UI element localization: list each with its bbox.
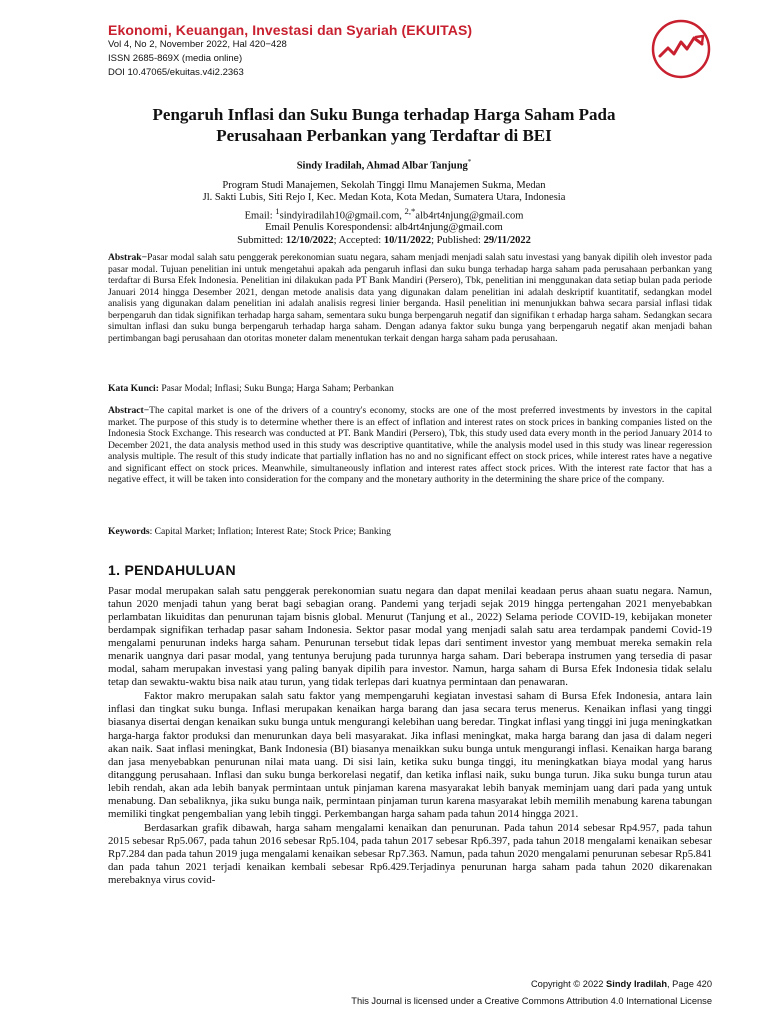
email-link[interactable]: alb4rt4njung@gmail.com xyxy=(415,210,524,222)
abstract-label: Abstract− xyxy=(108,405,150,416)
section-heading: 1. PENDAHULUAN xyxy=(108,562,236,578)
keywords xyxy=(108,526,712,538)
title-line: Perusahaan Perbankan yang Terdaftar di BEI xyxy=(216,126,552,145)
kata-kunci xyxy=(108,383,712,395)
footer-license[interactable]: This Journal is licensed under a Creative Commons Attribution 4.0 International License xyxy=(351,996,712,1006)
submission-dates: Submitted: 12/10/2022; Accepted: 10/11/2022; Published: 29/11/2022 xyxy=(237,234,531,246)
affiliation-block xyxy=(80,180,688,247)
paper-authors xyxy=(80,158,688,172)
journal-header xyxy=(108,22,668,80)
corresponding-marker: * xyxy=(467,158,472,166)
abstrak-indonesian xyxy=(108,252,712,344)
title-line: Pengaruh Inflasi dan Suku Bunga terhadap Harga Saham Pada xyxy=(152,105,616,124)
affiliation-line: Program Studi Manajemen, Sekolah Tinggi Ilmu Manajemen Sukma, Medan xyxy=(222,180,546,191)
abstrak-label: Abstrak− xyxy=(108,252,148,263)
journal-volume: Vol 4, No 2, November 2022, Hal 420−428 xyxy=(108,39,287,50)
kata-kunci-label: Kata Kunci: xyxy=(108,383,162,394)
kata-kunci-text: Pasar Modal; Inflasi; Suku Bunga; Harga Saham; Perbankan xyxy=(161,383,394,394)
author-emails: Email: $^1$sindyiradilah10@gmail.com, $^{2,*}$alb4rt4njung@gmail.com xyxy=(244,205,524,222)
author-names: Sindy Iradilah, Ahmad Albar Tanjung xyxy=(296,160,468,172)
abstract-english xyxy=(108,405,712,486)
paragraph: Berdasarkan grafik dibawah, harga saham mengalami kenaikan dan penurunan. Pada tahun 2014 sebesar Rp4.957, pada tahun 2015 sebesar Rp5.067, pada tahun 2016 sebesar Rp5.104, pada tahun 2017 sebesar Rp6.397, pada tahun 2018 mengalami kenaikan sebesar Rp7.284 dan pada tahun 2019 juga mengalami kenaikan sebesar Rp7.363. Namun, pada tahun 2020 mengalami penurunan sebesar Rp5.841 dan pada tahun 2021 terjadi kenaikan kembali sebesar Rp6.429.Terjadinya penurunan harga saham pada tahun 2020 dikarenakan merebaknya virus covid- xyxy=(108,821,712,887)
paragraph: Faktor makro merupakan salah satu faktor yang mempengaruhi kegiatan investasi saham di Bursa Efek Indonesia, antara lain inflasi dan tingkat suku bunga. Inflasi merupakan kenaikan harga barang dan jasa secara terus menerus. Kenaikan inflasi yang tinggi biasanya disertai dengan kenaikan suku bunga untuk mengurangi kelebihan uang beredar. Tingkat inflasi yang tinggi ini juga meningkatkan harga-harga faktor produksi dan menurunkan daya beli masyarakat. Jika inflasi meningkat, maka harga barang dan jasa di dalam negeri akan naik. Saat inflasi meningkat, Bank Indonesia (BI) biasanya menaikkan suku bunga untuk mengurangi inflasi. Kenaikan harga barang dan jasa menyebabkan penurunan nilai mata uang. Di sisi lain, ketika suku bunga tinggi, itu meningkatkan biaya modal yang harus ditanggung perusahaan. Inflasi dan suku bunga berkorelasi negatif, dan ketika inflasi naik, suku bunga turun. Jika suku bunga turun atau lebih rendah, akan ada lebih banyak permintaan untuk pinjaman karena masyarakat lebih banyak meminjam uang dari pada yang untuk menabung. Dan sebaliknya, jika suku bunga naik, permintaan pinjaman turun karena masyarakat lebih memilih menabung karena tabungan memiliki tingkat pengembalian yang lebih tinggi. Perkembangan harga saham pada tahun 2014 hingga 2021. xyxy=(108,690,712,820)
abstract-text: The capital market is one of the drivers of a country's economy, stocks are one of the most preferred investments by investors in the capital market. The purpose of this study is to determine whether there is an effect of inflation and interest rates on stock prices in banking companies listed on the Indonesia Stock Exchange. This research was conducted at PT. Bank Mandiri (Persero), Tbk, this study used data every month in the period January 2014 to December 2021, the data analysis method used in this study was descriptive quantitative, while the analysis model used in this study was linear regeression analysis multiple. The result of this study indicate that partially inflation has no and no significant effect on stock prices, while interest rates have a negative and significant effect on stock prices. Meanwhile, simultaneously inflation and interest rates affect stock prices. With the interest rate factor that has a negative effect, it will be taken into consideration for the company and the monetary authority in the determining the share price of the company. xyxy=(108,405,712,485)
footer-author: Sindy Iradilah xyxy=(606,979,668,989)
keywords-label: Keywords xyxy=(108,526,150,537)
body-text xyxy=(108,585,712,887)
journal-name: Ekonomi, Keuangan, Investasi dan Syariah (EKUITAS) xyxy=(108,22,473,38)
email-link[interactable]: sindyiradilah10@gmail.com, xyxy=(279,210,405,222)
journal-logo-icon xyxy=(650,18,712,80)
corresponding-email: Email Penulis Korespondensi: alb4rt4njung@gmail.com xyxy=(265,222,503,234)
abstrak-text: Pasar modal salah satu penggerak perekonomian suatu negara, saham menjadi menjadi salah satu investasi yang banyak dipilih oleh investor pada pasar modal. Tujuan penelitian ini untuk mengetahui apakah ada pengaruh inflasi dan suku bunga terhadap harga saham pada perusahaan perbankan yang terdaftar di Bursa Efek Indonesia. Penelitian ini dilakukan pada PT Bank Mandiri (Persero), Tbk, penelitian ini menggunakan data setiap bulan pada periode Januari 2014 hingga Desember 2021, dengan metode analisis data yang digunakan dalam penelitian ini adalah deskriptif kuantitatif, sedangkan model analisis yang digunakan dalam penelitian ini adalah analisis regresi linier berganda. Hasil penelitian ini menunjukkan bahwa secara parsial inflasi tidak berpengaruh dan tidak signifikan terhadap harga saham, sementara suku bunga berpengaruh negatif dan signifikan t erhadap harga saham. Sedangkan secara simultan inflasi dan suku bunga berpengaruh terhadap harga saham. Dengan adanya faktor suku bunga yang berpengaruh negatif akan menjadi bahan pertimbangan bagi perusahaan dan otoritas moneter dalam menentukan terkait dengan harga saham pada perusahaan. xyxy=(108,252,712,344)
journal-issn: ISSN 2685-869X (media online) xyxy=(108,53,243,64)
paragraph: Pasar modal merupakan salah satu penggerak perekonomian suatu negara dan dapat menilai keadaan perus ahaan suatu negara. Namun, tahun 2020 menjadi tahun yang berat bagi sebagian orang. Pandemi yang terjadi sejak 2019 hingga pertengahan 2021 menyebabkan perlambatan likuiditas dan penurunan tajam bisnis global. Menurut (Tanjung et al., 2022) Selama periode COVID-19, kebijakan moneter berdampak signifikan terhadap pasar saham Indonesia. Sektor pasar modal yang menjadi salah satu area terdampak pandemi Covid-19 mengalami penurunan indeks harga saham. Penurunan tersebut tidak lepas dari sentiment investor yang membuat mereka semakin rela menarik uangnya dari pasar modal, yang tentunya berujung pada turunnya harga saham. Dari beberapa instrumen yang tersedia di pasar modal, saham merupakan investasi yang paling banyak dipilih para investor. Namun, harga saham di Bursa Efek Indonesia tidak selalu tetap dan sewaktu-waktu bisa naik atau turun, yang tidak terlepas dari kuatnya permintaan dan penawaran. xyxy=(108,585,712,689)
keywords-text: : Capital Market; Inflation; Interest Rate; Stock Price; Banking xyxy=(149,526,391,537)
paper-title xyxy=(80,104,688,146)
affiliation-address: Jl. Sakti Lubis, Siti Rejo I, Kec. Medan Kota, Kota Medan, Sumatera Utara, Indonesia xyxy=(202,192,566,204)
footer-copyright: Copyright © 2022 Sindy Iradilah, Page 420 xyxy=(530,979,712,989)
journal-doi[interactable]: DOI 10.47065/ekuitas.v4i2.2363 xyxy=(108,67,244,78)
